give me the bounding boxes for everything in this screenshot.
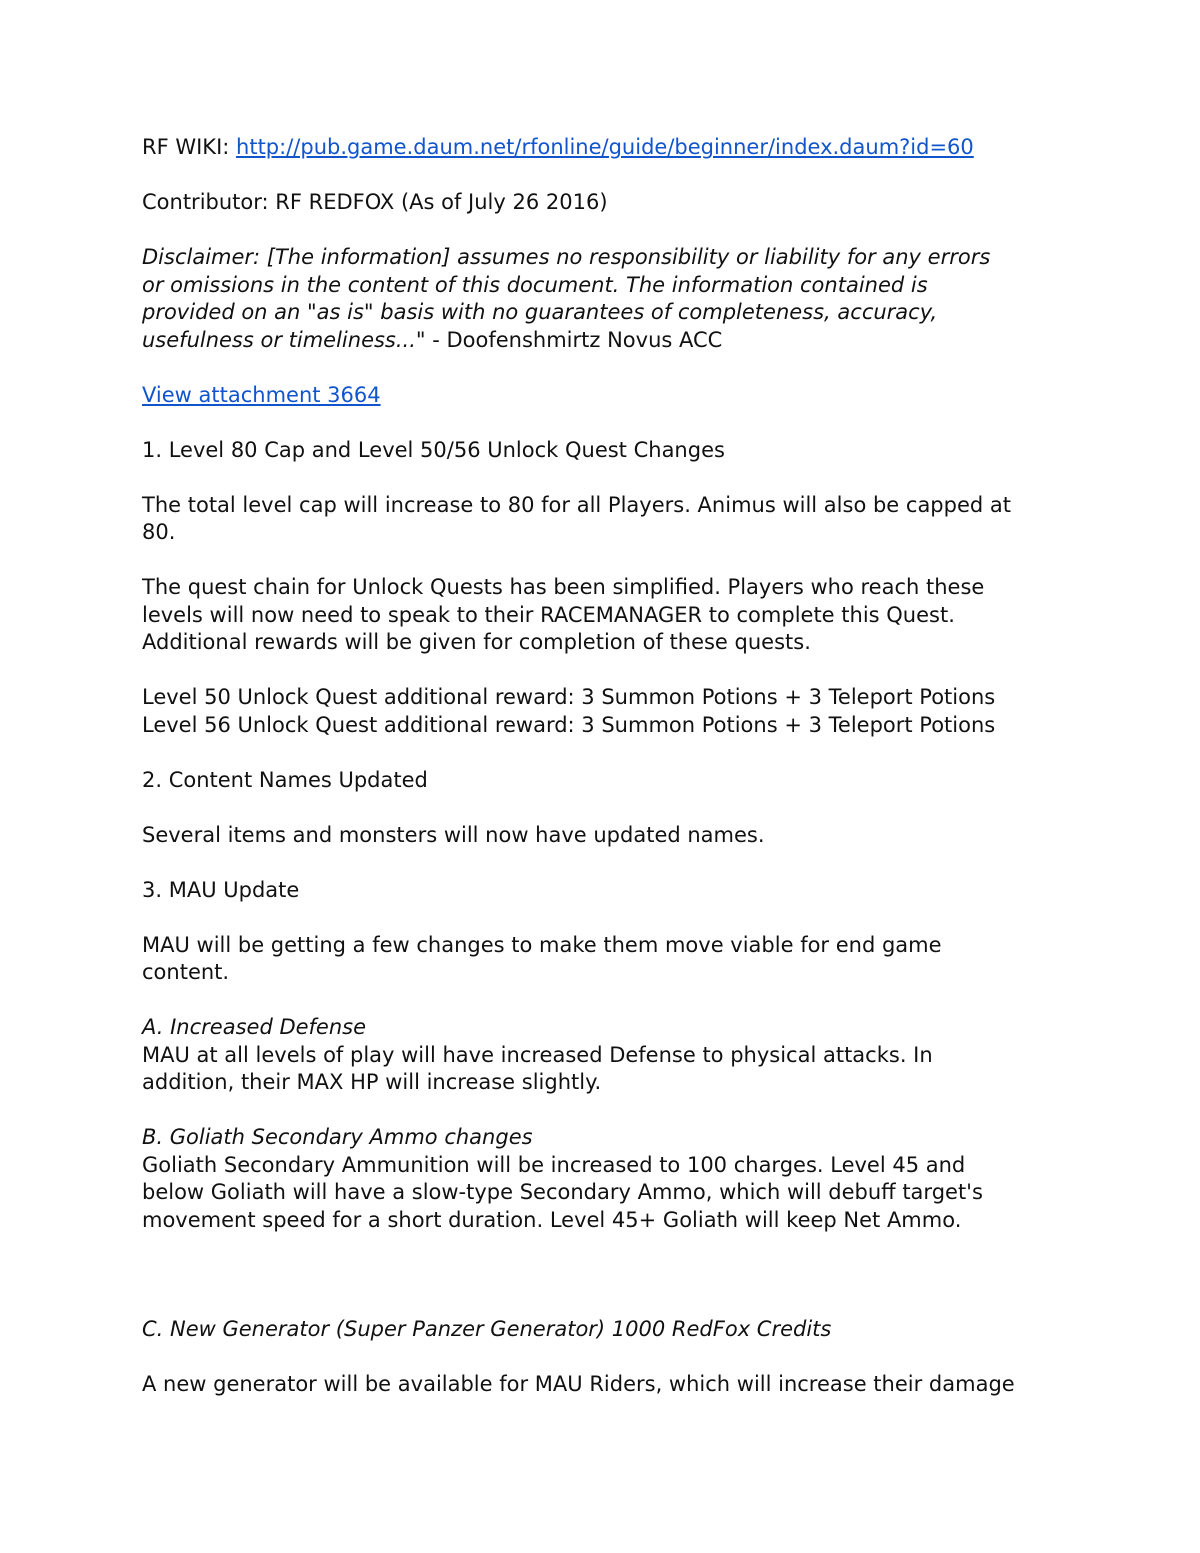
reward-line: Level 56 Unlock Quest additional reward: 3 Summon Potions + 3 Teleport Potions bbox=[142, 712, 996, 737]
contributor-line: Contributor: RF REDFOX (As of July 26 2016) bbox=[142, 190, 608, 214]
subsection-b-body-line: movement speed for a short duration. Level 45+ Goliath will keep Net Ammo. bbox=[142, 1207, 962, 1232]
section1-para1-line: The total level cap will increase to 80 for all Players. Animus will also be capped at bbox=[142, 492, 1011, 517]
section1-para2-line: levels will now need to speak to their RACEMANAGER to complete this Quest. bbox=[142, 602, 955, 627]
wiki-label: RF WIKI: bbox=[142, 135, 237, 159]
subsection-b-body-line: Goliath Secondary Ammunition will be increased to 100 charges. Level 45 and bbox=[142, 1152, 966, 1177]
section1-heading: 1. Level 80 Cap and Level 50/56 Unlock Quest Changes bbox=[142, 437, 725, 462]
section3-heading: 3. MAU Update bbox=[142, 877, 300, 902]
subsection-c-body-line: A new generator will be available for MAU Riders, which will increase their damage bbox=[142, 1372, 1015, 1396]
section2-heading: 2. Content Names Updated bbox=[142, 767, 428, 792]
disclaimer-attribution: - Doofenshmirtz Novus ACC bbox=[425, 327, 723, 352]
section3-intro-line: MAU will be getting a few changes to make them move viable for end game bbox=[142, 932, 942, 957]
section1-para1-line: 80. bbox=[142, 520, 176, 544]
disclaimer-line: Disclaimer: [The information] assumes no responsibility or liability for any errors bbox=[142, 245, 991, 269]
wiki-link[interactable]: http://pub.game.daum.net/rfonline/guide/beginner/index.daum?id=60 bbox=[236, 135, 974, 159]
subsection-a-body-line: MAU at all levels of play will have increased Defense to physical attacks. In bbox=[142, 1042, 933, 1067]
disclaimer-line-last bbox=[142, 327, 1080, 355]
attachment-line bbox=[142, 382, 1080, 410]
reward-line: Level 50 Unlock Quest additional reward: 3 Summon Potions + 3 Teleport Potions bbox=[142, 685, 996, 709]
section3-intro-line: content. bbox=[142, 960, 230, 984]
disclaimer-line: provided on an "as is" basis with no guarantees of completeness, accuracy, bbox=[142, 300, 938, 324]
disclaimer-block bbox=[142, 244, 1080, 354]
disclaimer-line: or omissions in the content of this document. The information contained is bbox=[142, 272, 928, 297]
section1-para2-line: The quest chain for Unlock Quests has been simplified. Players who reach these bbox=[142, 575, 985, 599]
attachment-link[interactable]: View attachment 3664 bbox=[142, 382, 381, 407]
subsection-b-body-line: below Goliath will have a slow-type Secondary Ammo, which will debuff target's bbox=[142, 1180, 983, 1204]
disclaimer-line: usefulness or timeliness..." bbox=[142, 327, 426, 352]
section1-para2-line: Additional rewards will be given for completion of these quests. bbox=[142, 630, 811, 654]
subsection-b-heading: B. Goliath Secondary Ammo changes bbox=[142, 1125, 533, 1149]
subsection-c-heading: C. New Generator (Super Panzer Generator) 1000 RedFox Credits bbox=[142, 1317, 832, 1341]
subsection-a-heading: A. Increased Defense bbox=[142, 1015, 367, 1039]
wiki-line bbox=[142, 134, 1080, 162]
subsection-a-body-line: addition, their MAX HP will increase slightly. bbox=[142, 1070, 602, 1094]
section2-para: Several items and monsters will now have updated names. bbox=[142, 822, 765, 847]
